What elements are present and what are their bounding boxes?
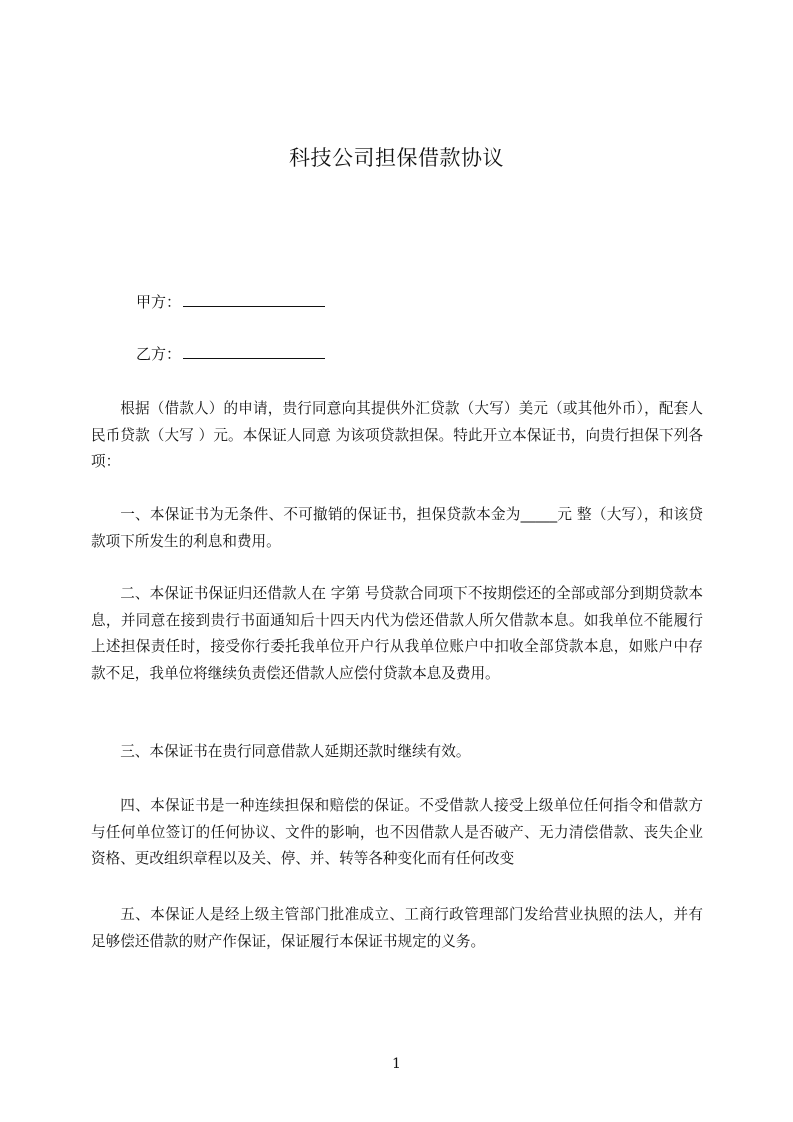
clause-3-paragraph: 三、本保证书在贵行同意借款人延期还款时继续有效。 xyxy=(120,743,471,760)
clause-2-paragraph: 二、本保证书保证归还借款人在 字第 号贷款合同项下不按期偿还的全部或部分到期贷款本息，并同意在接到贵行书面通知后十四天内代为偿还借款人所欠借款本息。如我单位不能履行上述担保责任时，接受你行委托我单位开户行从我单位账户中扣收全部贷款本息，如账户中存款不足，我单位将继续负责偿还借款人应偿付贷款本息及费用。 xyxy=(91,585,703,682)
party-b-label: 乙方： xyxy=(136,345,182,363)
document-title: 科技公司担保借款协议 xyxy=(289,146,504,170)
party-a-line xyxy=(136,292,325,312)
clause-1-paragraph: 一、本保证书为无条件、不可撤销的保证书，担保贷款本金为_____元 整（大写），和该贷款项下所发生的利息和费用。 xyxy=(91,506,703,550)
party-a-blank xyxy=(183,292,325,307)
party-b-blank xyxy=(183,344,325,359)
party-a-label: 甲方： xyxy=(136,293,182,311)
clause-5-paragraph: 五、本保证人是经上级主管部门批准成立、工商行政管理部门发给营业执照的法人，并有足够偿还借款的财产作保证，保证履行本保证书规定的义务。 xyxy=(91,906,703,950)
clause-4-paragraph: 四、本保证书是一种连续担保和赔偿的保证。不受借款人接受上级单位任何指令和借款方与任何单位签订的任何协议、文件的影响，也不因借款人是否破产、无力清偿借款、丧失企业资格、更改组织章程以及关、停、并、转等各种变化而有任何改变 xyxy=(91,797,703,867)
page-number: 1 xyxy=(392,1056,401,1072)
party-b-line xyxy=(136,344,325,364)
intro-paragraph: 根据（借款人）的申请，贵行同意向其提供外汇贷款（大写）美元（或其他外币），配套人民币贷款（大写 ）元。本保证人同意 为该项贷款担保。特此开立本保证书，向贵行担保下列各项： xyxy=(91,400,703,470)
